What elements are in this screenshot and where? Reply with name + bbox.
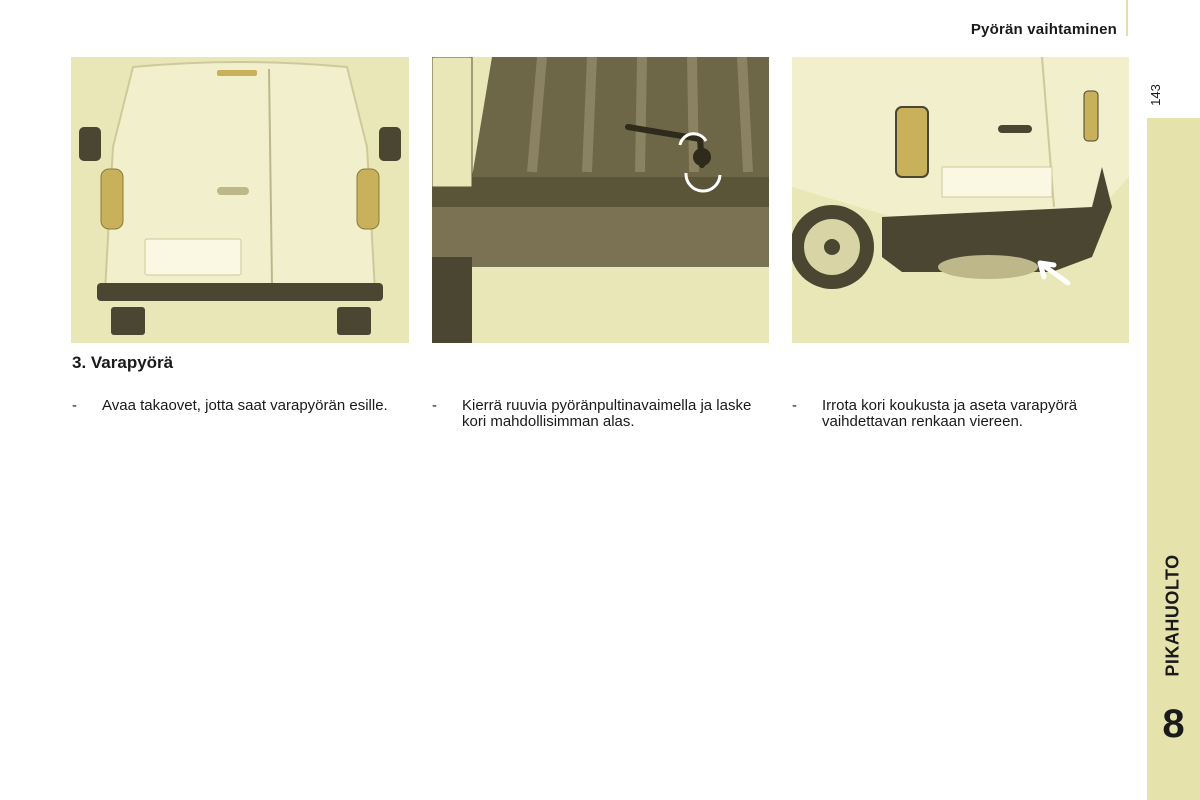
figure-van-rear bbox=[71, 57, 409, 343]
step-3 bbox=[792, 398, 1137, 430]
section-heading: 3. Varapyörä bbox=[72, 353, 174, 372]
step-dash: - bbox=[72, 397, 77, 414]
step-text: Kierrä ruuvia pyöränpultinavaimella ja laske kori mahdollisimman alas. bbox=[462, 397, 752, 430]
figure-spare-wheel bbox=[792, 57, 1129, 343]
step-text: Avaa takaovet, jotta saat varapyörän esille. bbox=[102, 397, 388, 414]
figure-wrench-bolt bbox=[432, 57, 769, 343]
step-dash: - bbox=[792, 397, 797, 414]
spare-wheel-illustration bbox=[792, 57, 1129, 343]
page-number: 143 bbox=[1147, 84, 1163, 106]
chapter-label: PIKAHUOLTO bbox=[1163, 553, 1183, 677]
step-dash: - bbox=[432, 397, 437, 414]
page-header-title: Pyörän vaihtaminen bbox=[970, 21, 1117, 38]
chapter-number: 8 bbox=[1162, 702, 1185, 746]
step-2 bbox=[432, 398, 777, 430]
step-text: Irrota kori koukusta ja aseta varapyörä vaihdettavan renkaan viereen. bbox=[822, 397, 1078, 430]
van-rear-illustration bbox=[71, 57, 409, 343]
header-rule bbox=[1126, 0, 1128, 36]
chapter-tab bbox=[1147, 118, 1200, 800]
wrench-bolt-illustration bbox=[432, 57, 769, 343]
step-1 bbox=[72, 398, 417, 414]
